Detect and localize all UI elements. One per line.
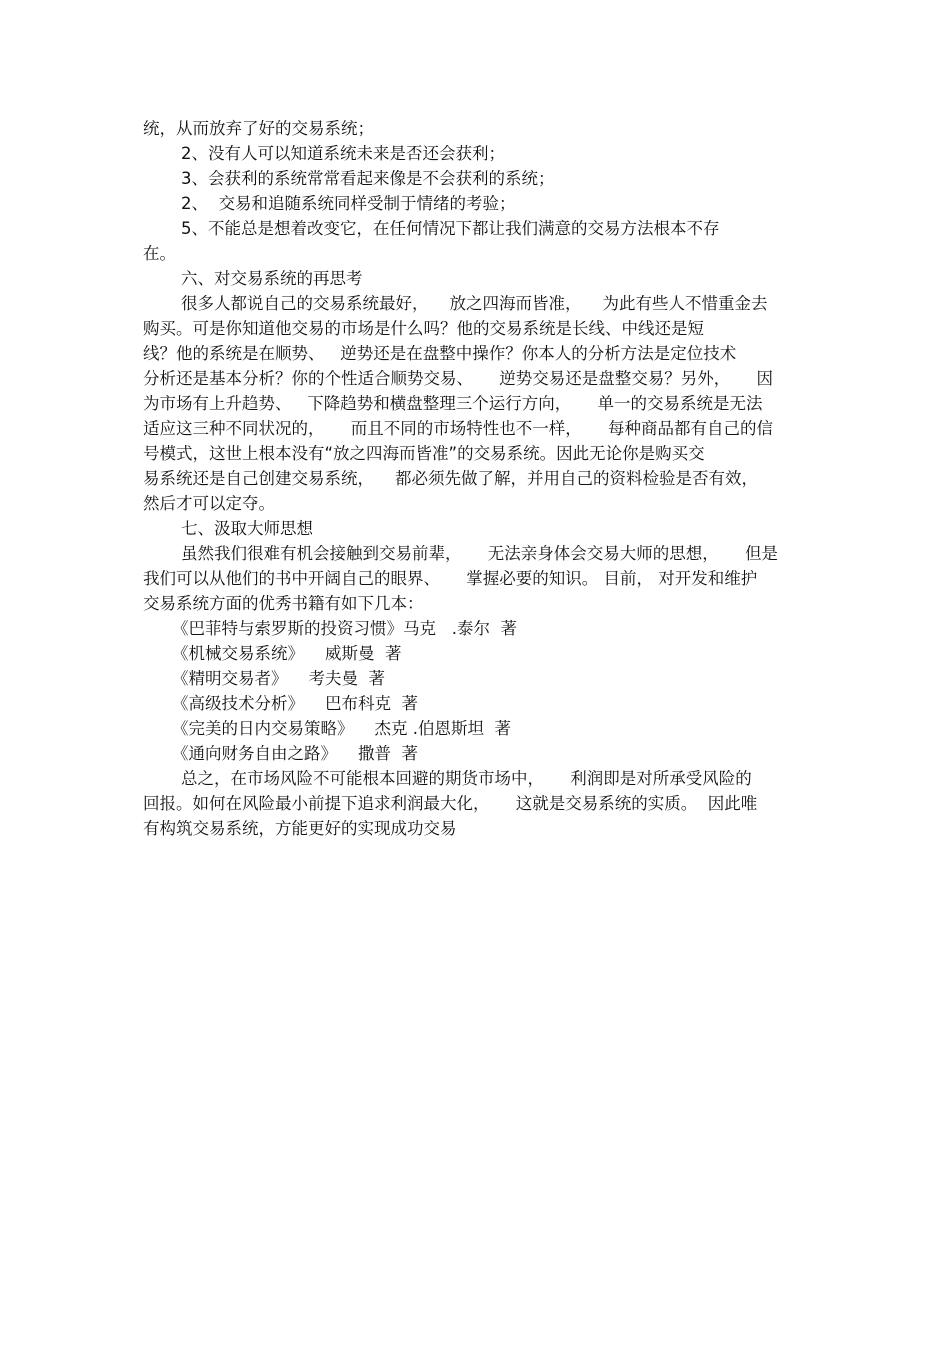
paragraph-line: 然后才可以定夺。 bbox=[143, 494, 275, 513]
paragraph-line: 有构筑交易系统，方能更好的实现成功交易 bbox=[143, 819, 457, 838]
paragraph-line: 分析还是基本分析？你的个性适合顺势交易、 逆势交易还是盘整交易？另外， 因 bbox=[143, 369, 773, 388]
book-list-item: 《机械交易系统》 威斯曼 著 bbox=[172, 644, 402, 663]
section-heading: 七、汲取大师思想 bbox=[181, 519, 313, 538]
paragraph-line: 回报。如何在风险最小前提下追求利润最大化， 这就是交易系统的实质。 因此唯 bbox=[143, 794, 758, 813]
list-item: 2、 交易和追随系统同样受制于情绪的考验； bbox=[181, 194, 516, 213]
book-list-item: 《巴菲特与索罗斯的投资习惯》马克 .泰尔 著 bbox=[172, 619, 517, 638]
list-item: 2、没有人可以知道系统未来是否还会获利； bbox=[181, 144, 505, 163]
paragraph-line: 很多人都说自己的交易系统最好， 放之四海而皆准， 为此有些人不惜重金去 bbox=[181, 294, 768, 313]
text-line: 统，从而放弃了好的交易系统； bbox=[143, 119, 374, 138]
book-list-item: 《通向财务自由之路》 撒普 著 bbox=[172, 744, 418, 763]
list-item: 3、会获利的系统常常看起来像是不会获利的系统； bbox=[181, 169, 555, 188]
paragraph-line: 易系统还是自己创建交易系统， 都必须先做了解，并用自己的资料检验是否有效， bbox=[143, 469, 758, 488]
paragraph-line: 为市场有上升趋势、 下降趋势和横盘整理三个运行方向， 单一的交易系统是无法 bbox=[143, 394, 763, 413]
paragraph-line: 我们可以从他们的书中开阔自己的眼界、 掌握必要的知识。 目前， 对开发和维护 bbox=[143, 569, 758, 588]
section-heading: 六、对交易系统的再思考 bbox=[181, 269, 363, 288]
list-item: 5、不能总是想着改变它，在任何情况下都让我们满意的交易方法根本不存 bbox=[181, 219, 720, 238]
paragraph-line: 总之，在市场风险不可能根本回避的期货市场中， 利润即是对所承受风险的 bbox=[181, 769, 752, 788]
text-line: 在。 bbox=[143, 244, 176, 263]
paragraph-line: 购买。可是你知道他交易的市场是什么吗？他的交易系统是长线、中线还是短 bbox=[143, 319, 704, 338]
book-list-item: 《高级技术分析》 巴布科克 著 bbox=[172, 694, 418, 713]
book-list-item: 《完美的日内交易策略》 杰克 .伯恩斯坦 著 bbox=[172, 719, 511, 738]
paragraph-line: 线？他的系统是在顺势、 逆势还是在盘整中操作？你本人的分析方法是定位技术 bbox=[143, 344, 737, 363]
paragraph-line: 号模式，这世上根本没有“放之四海而皆准”的交易系统。因此无论你是购买交 bbox=[143, 444, 705, 463]
paragraph-line: 虽然我们很难有机会接触到交易前辈， 无法亲身体会交易大师的思想， 但是 bbox=[181, 544, 778, 563]
book-list-item: 《精明交易者》 考夫曼 著 bbox=[172, 669, 385, 688]
paragraph-line: 适应这三种不同状况的， 而且不同的市场特性也不一样， 每种商品都有自己的信 bbox=[143, 419, 773, 438]
paragraph-line: 交易系统方面的优秀书籍有如下几本： bbox=[143, 594, 424, 613]
